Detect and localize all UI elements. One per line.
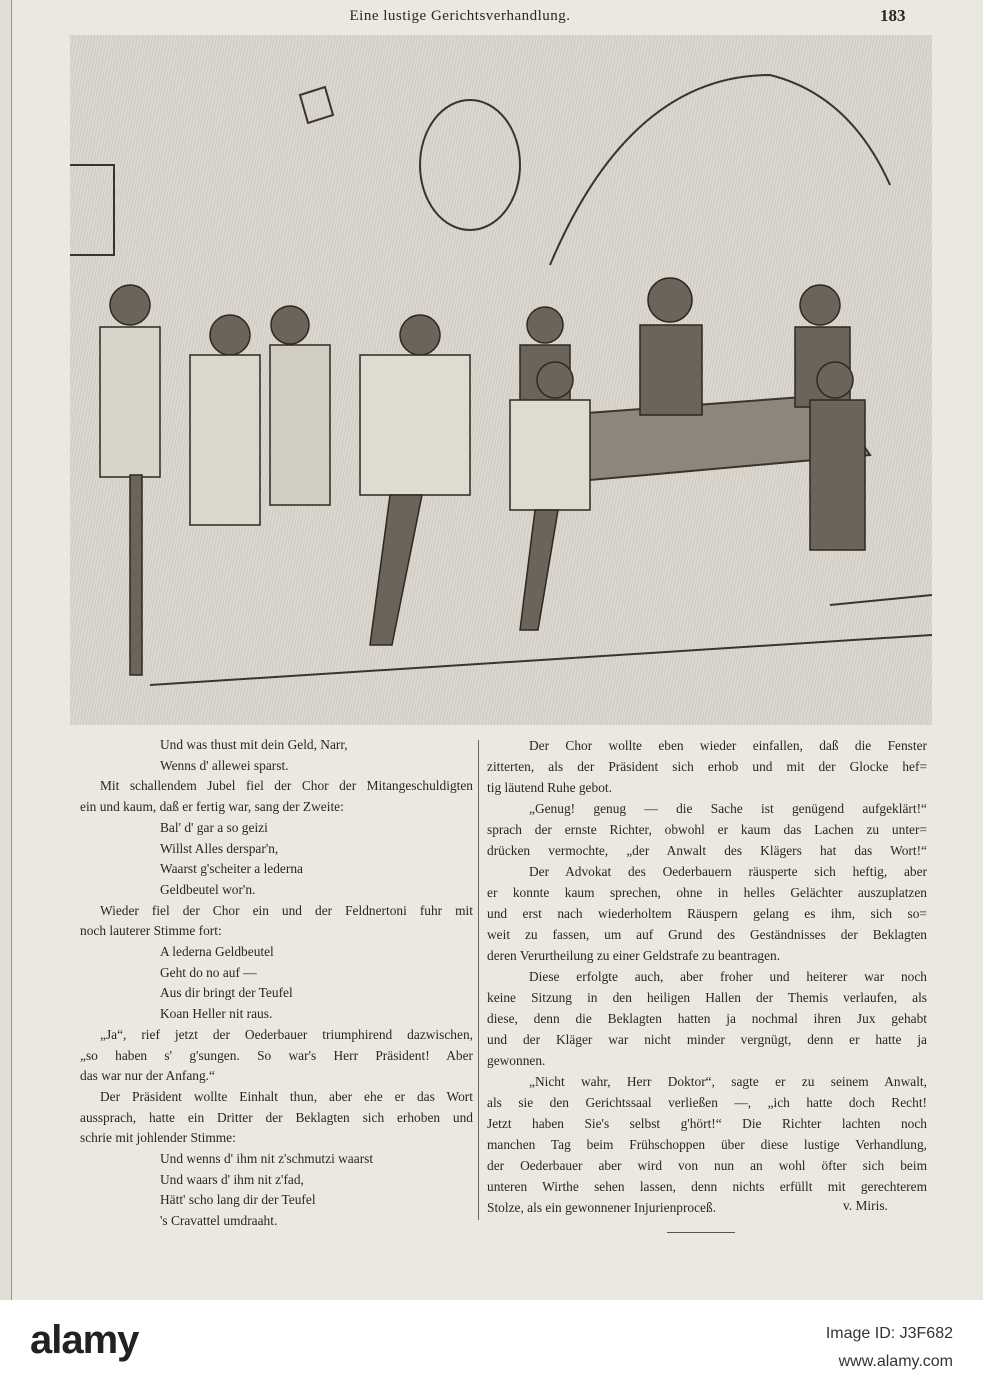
courtroom-illustration [70, 35, 932, 725]
text-line: Koan Heller nit raus. [160, 1006, 273, 1022]
left-text-column [80, 735, 473, 1232]
text-line: gewonnen. [487, 1053, 546, 1068]
text-line: Der Chor wollte eben wieder einfallen, daß die Fenster [529, 738, 927, 753]
text-line: noch lauterer Stimme fort: [80, 923, 222, 939]
portrait-frame [420, 100, 520, 230]
text-line: zitterten, als der Präsident sich erhob und mit der Glocke hef= [487, 759, 927, 774]
text-line: Mit schallendem Jubel fiel der Chor der Mitangeschuldigten [100, 778, 473, 794]
text-line: Diese erfolgte auch, aber froher und heiterer war noch [529, 969, 927, 984]
image-id-block [826, 1320, 953, 1376]
text-line: deren Verurtheilung zu einer Geldstrafe zu beantragen. [487, 948, 781, 963]
text-line: Hätt' scho lang dir der Teufel [160, 1192, 316, 1208]
judge-head [648, 278, 692, 322]
text-line: sprach der ernste Richter, obwohl er kaum das Lachen zu unter= [487, 822, 927, 837]
judge-body [640, 325, 702, 415]
text-line: tig läutend Ruhe gebot. [487, 780, 612, 795]
text-line: diese, denn die Beklagten hatten ja nochmal ihren Jux gehabt [487, 1011, 927, 1026]
text-line: Aus dir bringt der Teufel [160, 985, 293, 1001]
text-line: Wieder fiel der Chor ein und der Feldnertoni fuhr mit [100, 902, 473, 918]
text-line: „Ja“, rief jetzt der Oederbauer triumphirend dazwischen, [100, 1026, 473, 1042]
text-line: Bal' d' gar a so geizi [160, 819, 268, 835]
column-divider [478, 740, 479, 1220]
window-shape [70, 165, 114, 255]
text-line: Stolze, als ein gewonnener Injurienproceß. [487, 1200, 717, 1215]
text-line: Jetzt haben Sie's selbst g'hört!“ Die Richter lachten noch [487, 1116, 927, 1131]
text-line: er konnte kaum sprechen, ohne in helles Gelächter auszuplatzen [487, 885, 927, 900]
text-line: Willst Alles derspar'n, [160, 840, 279, 856]
thrown-hat [300, 87, 333, 123]
text-line: als sie den Gerichtssaal verließen —, „ich hatte doch Recht! [487, 1095, 927, 1110]
text-line: aussprach, hatte ein Dritter der Beklagten sich erhoben und [80, 1109, 473, 1125]
author-signature: v. Miris. [843, 1198, 888, 1213]
text-line: Waarst g'scheiter a lederna [160, 861, 303, 877]
text-line: Geldbeutel wor'n. [160, 881, 256, 897]
text-line: Und was thust mit dein Geld, Narr, [160, 737, 348, 752]
text-line: „Nicht wahr, Herr Doktor“, sagte er zu seinem Anwalt, [529, 1074, 927, 1089]
text-line: drücken vermochte, „der Anwalt des Klägers hat das Wort!“ [487, 843, 927, 858]
curtain-arch [550, 75, 890, 265]
running-title: Eine lustige Gerichtsverhandlung. [349, 8, 571, 24]
seated-man-head [817, 362, 853, 398]
text-line: ein und kaum, daß er fertig war, sang der Zweite: [80, 799, 344, 815]
text-line: Der Advokat des Oederbauern räusperte sich heftig, aber [529, 864, 927, 879]
text-line: keine Sitzung in den heiligen Hallen der Themis verlaufen, als [487, 990, 927, 1005]
text-line: und erst nach wiederholtem Räuspern gelang es ihm, sich so= [487, 906, 927, 921]
page-number: 183 [880, 6, 906, 25]
watermark-url: www.alamy.com [838, 1353, 953, 1370]
end-rule [667, 1232, 735, 1233]
text-line: „Genug! genug — die Sache ist genügend aufgeklärt!“ [529, 801, 927, 816]
text-line: schrie mit johlender Stimme: [80, 1130, 236, 1146]
alamy-logo: alamy [30, 1318, 139, 1362]
image-id: Image ID: J3F682 [825, 1325, 953, 1342]
text-line: A lederna Geldbeutel [160, 944, 274, 959]
right-text-column [487, 735, 927, 1218]
adjacent-page-edge [0, 0, 12, 1300]
watermark-banner [0, 1300, 983, 1390]
text-line: 's Cravattel umdraaht. [160, 1213, 278, 1229]
text-line: Wenns d' allewei sparst. [160, 757, 289, 773]
text-line: und der Kläger war nicht minder vergnügt, denn er hatte ja [487, 1032, 927, 1047]
text-line: Geht do no auf — [160, 964, 257, 980]
text-line: Und wenns d' ihm nit z'schmutzi waarst [160, 1150, 374, 1166]
text-line: Und waars d' ihm nit z'fad, [160, 1171, 304, 1187]
text-line: Der Präsident wollte Einhalt thun, aber ehe er das Wort [100, 1088, 473, 1104]
text-line: manchen Tag beim Frühschoppen über diese lustige Verhandlung, [487, 1137, 927, 1152]
text-line: das war nur der Anfang.“ [80, 1068, 215, 1084]
text-line: der Oederbauer aber wird von nun an wohl öfter sich beim [487, 1158, 927, 1173]
engraving-sketch [70, 35, 932, 725]
text-line: unteren Wirthe sehen lassen, denn nichts erfüllt mit gerechterem [487, 1179, 927, 1194]
text-line: weit zu fassen, um auf Grund des Geständnisses der Beklagten [487, 927, 927, 942]
text-line: „so haben s' g'sungen. So war's Herr Präsident! Aber [80, 1047, 473, 1063]
